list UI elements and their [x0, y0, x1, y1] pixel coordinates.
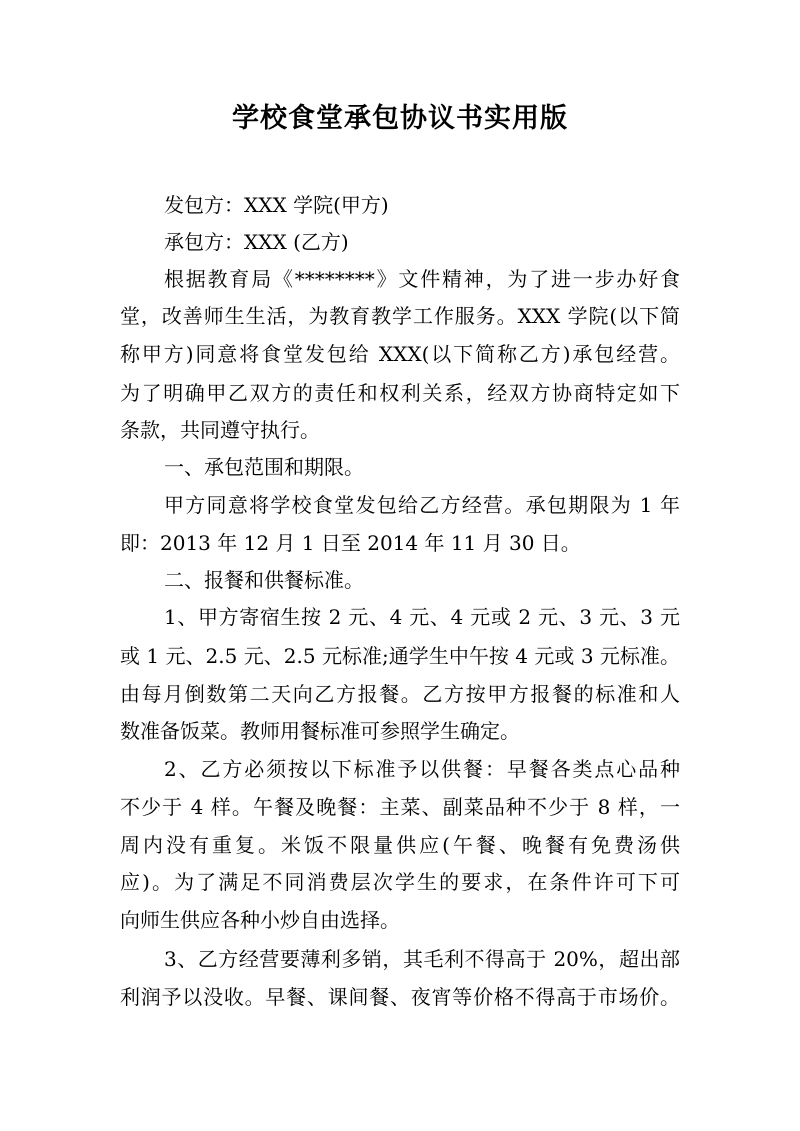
paragraph-line: 甲方同意将学校食堂发包给乙方经营。承包期限为 1 年 — [164, 493, 680, 517]
paragraph-line: 不少于 4 样。午餐及晚餐：主菜、副菜品种不少于 8 样，一 — [120, 795, 680, 819]
section-heading: 二、报餐和供餐标准。 — [164, 568, 364, 592]
paragraph-line: 周内没有重复。米饭不限量供应(午餐、晚餐有免费汤供 — [120, 833, 680, 857]
paragraph-line: 应)。为了满足不同消费层次学生的要求，在条件许可下可 — [120, 870, 680, 894]
paragraph-line: 即：2013 年 12 月 1 日至 2014 年 11 月 30 日。 — [120, 531, 581, 555]
party-b-line: 承包方：XXX (乙方) — [164, 230, 349, 254]
section-heading: 一、承包范围和期限。 — [164, 455, 364, 479]
paragraph-line: 2、乙方必须按以下标准予以供餐：早餐各类点心品种 — [164, 757, 680, 781]
paragraph-line: 向师生供应各种小炒自由选择。 — [120, 908, 400, 932]
paragraph-line: 为了明确甲乙双方的责任和权利关系，经双方协商特定如下 — [120, 381, 680, 405]
paragraph-line: 堂，改善师生生活，为教育教学工作服务。XXX 学院(以下简 — [120, 304, 680, 328]
party-a-line: 发包方：XXX 学院(甲方) — [164, 193, 389, 217]
paragraph-line: 称甲方)同意将食堂发包给 XXX(以下简称乙方)承包经营。 — [120, 342, 680, 366]
paragraph-line: 利润予以没收。早餐、课间餐、夜宵等价格不得高于市场价。 — [120, 985, 680, 1009]
paragraph-line: 3、乙方经营要薄利多销，其毛利不得高于 20%，超出部 — [164, 947, 680, 971]
paragraph-line: 根据教育局《********》文件精神，为了进一步办好食 — [164, 267, 680, 291]
paragraph-line: 或 1 元、2.5 元、2.5 元标准;通学生中午按 4 元或 3 元标准。 — [120, 644, 680, 668]
page-title: 学校食堂承包协议书实用版 — [232, 103, 568, 134]
paragraph-line: 1、甲方寄宿生按 2 元、4 元、4 元或 2 元、3 元、3 元 — [164, 605, 680, 629]
paragraph-line: 条款，共同遵守执行。 — [120, 418, 320, 442]
paragraph-line: 数准备饭菜。教师用餐标准可参照学生确定。 — [120, 719, 520, 743]
paragraph-line: 由每月倒数第二天向乙方报餐。乙方按甲方报餐的标准和人 — [120, 682, 680, 706]
